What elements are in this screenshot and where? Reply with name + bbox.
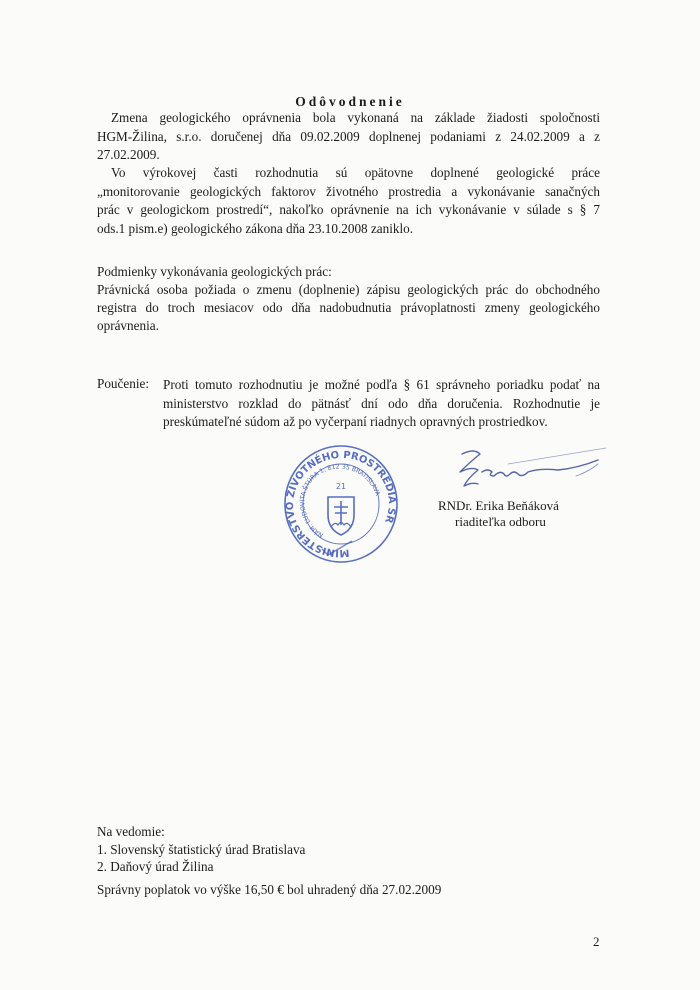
cc-item-1: 1. Slovenský štatistický úrad Bratislava xyxy=(97,841,306,857)
stamp-inner-text: NÁM. ĽUDOVÍTA ŠTÚRA 1, 812 35 BRATISLAVA xyxy=(299,463,381,539)
instruction-line-1: Proti tomuto rozhodnutiu je možné podľa § 61 správneho poriadku podať na xyxy=(163,377,600,392)
reasoning-p1-line-2: HGM-Žilina, s.r.o. doručenej dňa 09.02.2009 doplnenej podaniami z 24.02.2009 a z xyxy=(97,128,600,144)
reasoning-p2-line-4: ods.1 pism.e) geologického zákona dňa 23.10.2008 zaniklo. xyxy=(97,220,414,236)
instruction-text xyxy=(163,376,600,432)
reasoning-p1-line-3: 27.02.2009. xyxy=(97,147,160,163)
conditions-line-3: oprávnenia. xyxy=(97,318,159,333)
conditions-line-1: Právnická osoba požiada o zmenu (doplnenie) zápisu geologických prác do obchodného xyxy=(97,282,600,297)
stamp-number: 21 xyxy=(335,482,347,491)
cc-heading: Na vedomie: xyxy=(97,824,165,839)
signatory-role: riaditeľka odboru xyxy=(455,514,546,529)
reasoning-paragraph-1 xyxy=(97,109,600,165)
instruction-line-2: ministerstvo rozklad do pätnásť dní odo dňa doručenia. Rozhodnutie je xyxy=(163,395,600,411)
reasoning-p2-line-2: „monitorovanie geologických faktorov životného prostredia a vykonávanie sanačných xyxy=(97,183,600,199)
signatory-name: RNDr. Erika Beňáková xyxy=(438,498,559,513)
reasoning-p2-line-3: prác v geologickom prostredí“, nakoľko oprávnenie na ich vykonávanie v súlade s § 7 xyxy=(97,202,600,218)
fee-note: Správny poplatok vo výške 16,50 € bol uhradený dňa 27.02.2009 xyxy=(97,882,442,897)
stamp-outer-text: MINISTERSTVO ŽIVOTNÉHO PROSTREDIA SR xyxy=(284,449,398,559)
page-number: 2 xyxy=(593,934,600,949)
reasoning-p1-line-1: Zmena geologického oprávnenia bola vykonaná na základe žiadosti spoločnosti xyxy=(111,110,600,125)
instruction-label: Poučenie: xyxy=(97,376,150,391)
conditions-section xyxy=(97,263,600,335)
cc-section xyxy=(97,823,305,876)
reasoning-paragraph-2 xyxy=(97,164,600,238)
coat-of-arms-icon xyxy=(328,497,354,535)
document-title: Odôvodnenie xyxy=(295,94,405,109)
cc-item-2: 2. Daňový úrad Žilina xyxy=(97,859,214,874)
conditions-heading: Podmienky vykonávania geologických prác: xyxy=(97,264,332,279)
official-stamp xyxy=(282,443,400,565)
instruction-line-3: preskúmateľné súdom až po vyčerpaní riadnych opravných prostriedkov. xyxy=(163,414,548,429)
reasoning-p2-line-1: Vo výrokovej časti rozhodnutia sú opätovne doplnené geologické práce xyxy=(111,165,600,180)
handwritten-signature xyxy=(448,442,613,492)
conditions-line-2: registra do troch mesiacov odo dňa nadobudnutia právoplatnosti zmeny geologického xyxy=(97,300,600,315)
